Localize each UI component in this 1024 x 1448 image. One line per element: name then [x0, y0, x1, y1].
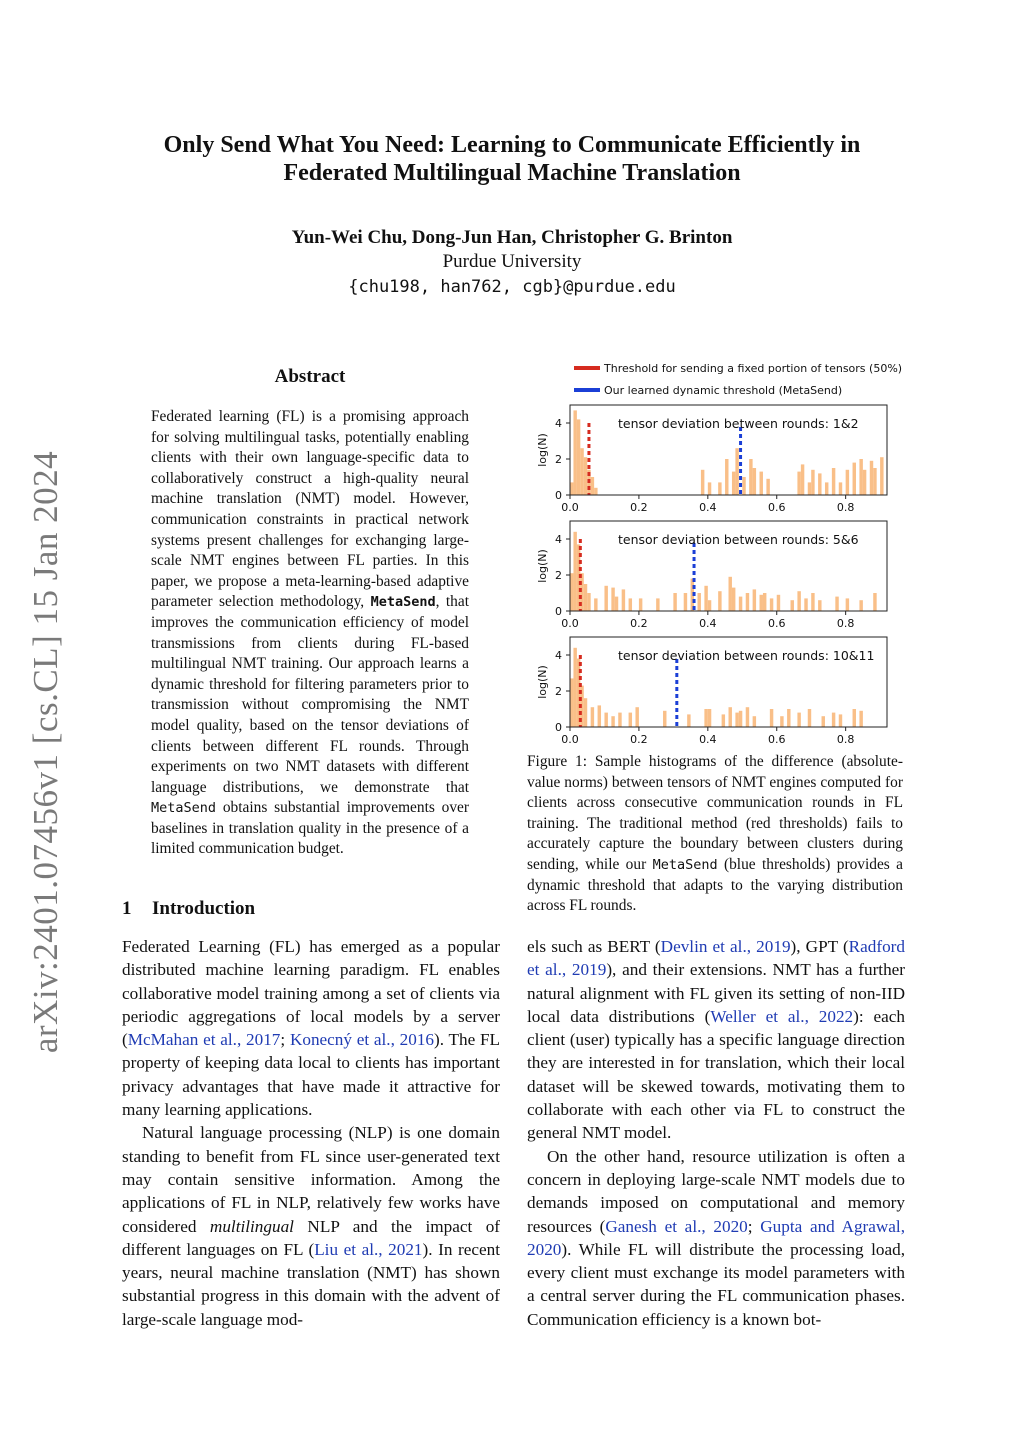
histogram-bar — [735, 448, 738, 495]
histogram-bar — [822, 716, 825, 727]
histogram-bar — [735, 713, 738, 727]
histogram-bar — [770, 598, 773, 611]
histogram-bar — [749, 459, 752, 495]
citation-link[interactable]: Gupta and Agrawal, 2020 — [527, 1216, 905, 1259]
figure-caption — [527, 752, 903, 917]
blue-line-icon — [574, 388, 600, 392]
affiliation: Purdue University — [442, 251, 582, 272]
histogram-bar — [863, 470, 866, 495]
x-tick-label: 0.8 — [836, 501, 855, 514]
histogram-bar — [618, 713, 621, 727]
legend-label: Threshold for sending a fixed portion of tensors (50%) — [604, 361, 903, 375]
y-tick-label: 0 — [555, 605, 562, 618]
red-line-icon — [574, 366, 600, 370]
right-column-text — [527, 935, 905, 1331]
y-axis-label: log(N) — [536, 433, 549, 467]
arxiv-identifier: arXiv:2401.07456v1 [cs.CL] 15 Jan 2024 — [26, 450, 65, 1054]
section-title: Introduction — [152, 898, 256, 919]
x-tick-label: 0.6 — [767, 501, 786, 514]
y-axis-label: log(N) — [536, 665, 549, 699]
y-tick-label: 2 — [555, 685, 562, 698]
abstract-body — [151, 407, 469, 860]
x-tick-label: 0.2 — [630, 617, 648, 630]
text: ). The FL property of keeping data local to clients has important privacy advantages that have made it attractive for many learning applications. — [122, 1030, 501, 1120]
panel-title: tensor deviation between rounds: 5&6 — [618, 532, 859, 547]
panel-title: tensor deviation between rounds: 1&2 — [618, 416, 859, 431]
histogram-bar — [591, 477, 594, 495]
histogram-bar — [704, 586, 707, 611]
histogram-bar — [835, 597, 838, 611]
authors: Yun-Wei Chu, Dong-Jun Han, Christopher G. Brinton — [291, 227, 733, 248]
citation-link[interactable]: Radford et al., 2019 — [527, 937, 905, 980]
x-tick-label: 0.4 — [699, 733, 717, 746]
histogram-bar — [729, 707, 732, 727]
text: els such as BERT ( — [527, 937, 661, 956]
citation-link[interactable]: Liu et al., 2021 — [314, 1239, 423, 1259]
histogram-bar — [639, 598, 642, 611]
y-tick-label: 4 — [555, 533, 562, 546]
histogram-bar — [797, 713, 800, 727]
method-name: MetaSend — [652, 856, 718, 873]
caption-text: (blue thresholds) provides a dynamic threshold that adapts to the varying distribution across FL rounds. — [527, 855, 903, 915]
histogram-bar — [787, 709, 790, 727]
histogram-bar — [594, 488, 597, 495]
text: ), and their extensions. NMT has a further natural alignment with FL given its setting of non-IID local data distributions ( — [527, 960, 906, 1026]
method-name: MetaSend — [151, 800, 217, 817]
legend-item-red — [574, 357, 902, 379]
text: Federated Learning (FL) has emerged as a popular distributed machine learning paradigm. FL enables collaborative model training among a set of clients via periodic aggregations of local models by a server ( — [122, 937, 500, 1050]
x-tick-label: 0.0 — [561, 733, 579, 746]
title-line-2: Federated Multilingual Machine Translation — [283, 160, 741, 186]
x-tick-label: 0.0 — [561, 617, 579, 630]
histogram-bar — [801, 464, 804, 495]
histogram-bar — [573, 648, 576, 727]
histogram-bar — [708, 709, 711, 727]
histogram-bar — [570, 573, 573, 611]
histogram-bar — [635, 707, 638, 727]
histogram-bar — [797, 472, 800, 495]
histogram-bar — [732, 588, 735, 611]
x-tick-label: 0.2 — [630, 501, 648, 514]
section-number: 1 — [122, 898, 132, 919]
histogram-bar — [656, 598, 659, 611]
x-tick-label: 0.4 — [699, 617, 717, 630]
figure-legend — [574, 357, 902, 401]
citation-link[interactable]: Devlin et al., 2019 — [660, 937, 791, 956]
section-heading-introduction — [122, 898, 255, 920]
histogram-bar — [760, 595, 763, 611]
paragraph — [122, 1121, 500, 1331]
text: ). While FL will distribute the processing load, every client must exchange its model parameters with a central server during the FL communication phases. Communication efficiency is a known bot- — [527, 1239, 905, 1329]
histogram-bar — [584, 457, 587, 495]
histogram-bar — [708, 482, 711, 495]
histogram-bar — [739, 597, 742, 611]
histogram-bar — [587, 593, 590, 611]
histogram-bar — [853, 709, 856, 727]
histogram-bar — [704, 709, 707, 727]
x-tick-label: 0.2 — [630, 733, 648, 746]
histogram-bar — [780, 716, 783, 727]
caption-text: Figure 1: Sample histograms of the difference (absolute-value norms) between tensors of NMT engines computed for clients across consecutive communication rounds in FL training. The traditional method (red thresholds) fails to accurately capture the boundary between clusters during sending, while our — [527, 753, 903, 873]
x-tick-label: 0.0 — [561, 501, 579, 514]
y-tick-label: 2 — [555, 453, 562, 466]
histogram-bar — [573, 410, 576, 495]
histogram-bar — [766, 479, 769, 495]
histogram-bar — [825, 482, 828, 495]
histogram-bar — [584, 584, 587, 611]
histogram-bar — [797, 591, 800, 611]
y-tick-label: 0 — [555, 489, 562, 502]
method-name: MetaSend — [370, 594, 436, 611]
histogram-bar — [763, 593, 766, 611]
histogram-bar — [722, 714, 725, 727]
histogram-bar — [629, 713, 632, 727]
histogram-bar — [846, 598, 849, 611]
text: ; — [280, 1030, 290, 1050]
legend-label: Our learned dynamic threshold (MetaSend) — [604, 383, 843, 397]
paper-title — [100, 131, 924, 187]
histogram-bar — [811, 593, 814, 611]
histogram-bar — [832, 468, 835, 495]
histogram-bar — [808, 709, 811, 727]
histogram-bar — [673, 593, 676, 611]
histogram-bar — [859, 711, 862, 727]
citation-link[interactable]: McMahan et al., 2017 — [127, 1030, 281, 1050]
text: ; — [747, 1216, 761, 1236]
histogram-bar — [839, 714, 842, 727]
histogram-bar — [873, 468, 876, 495]
histogram-bar — [742, 477, 745, 495]
y-tick-label: 4 — [555, 417, 562, 430]
histogram-figure — [530, 398, 900, 746]
histogram-bar — [853, 463, 856, 495]
abstract-text-1: Federated learning (FL) is a promising approach for solving multilingual tasks, potentially enabling clients with their own language-specific data to collaboratively construct a high-quality neural machine translation (NMT) model. However, communication constraints in practical network systems present challenges for exchanging large-scale NMT engines between FL parties. In this paper, we propose a meta-learning-based adaptive parameter selection methodology, — [151, 408, 469, 611]
histogram-bar — [697, 593, 700, 611]
histogram-bar — [811, 470, 814, 495]
text: ): each client (user) typically has a specific language direction they are interested in for translation, which their local dataset will be skewed towards, motivating them to collaborate with each other via FL to construct the general NMT model. — [527, 1006, 905, 1143]
histogram-bar — [770, 709, 773, 727]
histogram-bar — [739, 711, 742, 727]
histogram-bar — [839, 482, 842, 495]
histogram-bar — [611, 716, 614, 727]
histogram-bar — [859, 459, 862, 495]
abstract-heading: Abstract — [274, 366, 346, 387]
histogram-bar — [701, 470, 704, 495]
histogram-bar — [732, 472, 735, 495]
histogram-bar — [777, 595, 780, 611]
title-line-1: Only Send What You Need: Learning to Communicate Efficiently in — [163, 132, 861, 158]
histogram-bar — [718, 591, 721, 611]
histogram-bar — [580, 448, 583, 495]
histogram-bar — [570, 482, 573, 495]
histogram-bar — [591, 707, 594, 727]
x-tick-label: 0.8 — [836, 733, 855, 746]
y-tick-label: 0 — [555, 721, 562, 734]
histogram-bar — [622, 589, 625, 611]
histogram-bar — [615, 597, 618, 611]
text: NLP and the impact of different languages on FL ( — [122, 1216, 501, 1259]
email: {chu198, han762, cgb}@purdue.edu — [348, 277, 676, 297]
paragraph — [122, 935, 500, 1121]
histogram-bar — [870, 461, 873, 495]
text: ), GPT ( — [790, 937, 849, 956]
histogram-bar — [573, 532, 576, 611]
citation-link[interactable]: Ganesh et al., 2020 — [605, 1216, 748, 1236]
histogram-bar — [663, 711, 666, 727]
histogram-bar — [804, 598, 807, 611]
y-axis-label: log(N) — [536, 549, 549, 583]
panel-title: tensor deviation between rounds: 10&11 — [618, 648, 875, 663]
histogram-bar — [604, 713, 607, 727]
abstract-text-3: obtains substantial improvements over baselines in translation quality in the presence of a limited communication budget. — [151, 799, 469, 858]
histogram-bar — [880, 457, 883, 495]
histogram-bar — [687, 714, 690, 727]
histogram-bar — [611, 588, 614, 611]
histogram-bar — [808, 482, 811, 495]
histogram-bar — [859, 600, 862, 611]
histogram-bar — [846, 470, 849, 495]
abstract-text-2: , that improves the communication efficiency of model transmissions from clients during FL-based multilingual NMT training. Our approach learns a dynamic threshold for filtering parameters prior to transmission without compromising the NMT model quality, based on the tensor deviations of clients between different FL rounds. Through experiments on two NMT datasets with different language distributions, we demonstrate that — [151, 593, 469, 796]
histogram-bar — [753, 468, 756, 495]
histogram-bar — [791, 600, 794, 611]
text: Natural language processing (NLP) is one domain standing to benefit from FL since user-generated text may contain sensitive information. Among the applications of FL in NLP, relatively few works have considered — [122, 1123, 500, 1236]
emphasis: multilingual — [209, 1216, 294, 1236]
histogram-bar — [570, 678, 573, 727]
histogram-bar — [594, 598, 597, 611]
text: On the other hand, resource utilization is often a concern in deploying large-scale NMT models due to demands imposed on computational and memory resources ( — [527, 1146, 905, 1236]
histogram-bar — [598, 705, 601, 727]
histogram-bar — [818, 473, 821, 495]
histogram-bar — [604, 586, 607, 611]
histogram-bar — [729, 577, 732, 611]
histogram-bar — [873, 593, 876, 611]
histogram-bar — [753, 716, 756, 727]
histogram-bar — [584, 698, 587, 727]
histogram-bar — [760, 472, 763, 495]
text: ). In recent years, neural machine translation (NMT) has shown substantial progress in this domain with the advent of large-scale language mod- — [122, 1239, 500, 1329]
x-tick-label: 0.6 — [767, 733, 786, 746]
citation-link[interactable]: Weller et al., 2022 — [710, 1006, 854, 1026]
paragraph — [527, 935, 905, 1145]
x-tick-label: 0.6 — [767, 617, 786, 630]
paragraph — [527, 1145, 905, 1331]
y-tick-label: 4 — [555, 649, 562, 662]
y-tick-label: 2 — [555, 569, 562, 582]
histogram-bar — [708, 600, 711, 611]
histogram-bar — [718, 482, 721, 495]
x-tick-label: 0.4 — [699, 501, 717, 514]
citation-link[interactable]: Konecný et al., 2016 — [289, 1030, 435, 1050]
histogram-bar — [577, 419, 580, 495]
histogram-bar — [684, 593, 687, 611]
histogram-bar — [753, 589, 756, 611]
histogram-bar — [629, 598, 632, 611]
histogram-bar — [746, 593, 749, 611]
left-column-text — [122, 935, 500, 1331]
histogram-bar — [818, 600, 821, 611]
histogram-bar — [725, 459, 728, 495]
histogram-bar — [832, 713, 835, 727]
histogram-bar — [746, 707, 749, 727]
x-tick-label: 0.8 — [836, 617, 855, 630]
